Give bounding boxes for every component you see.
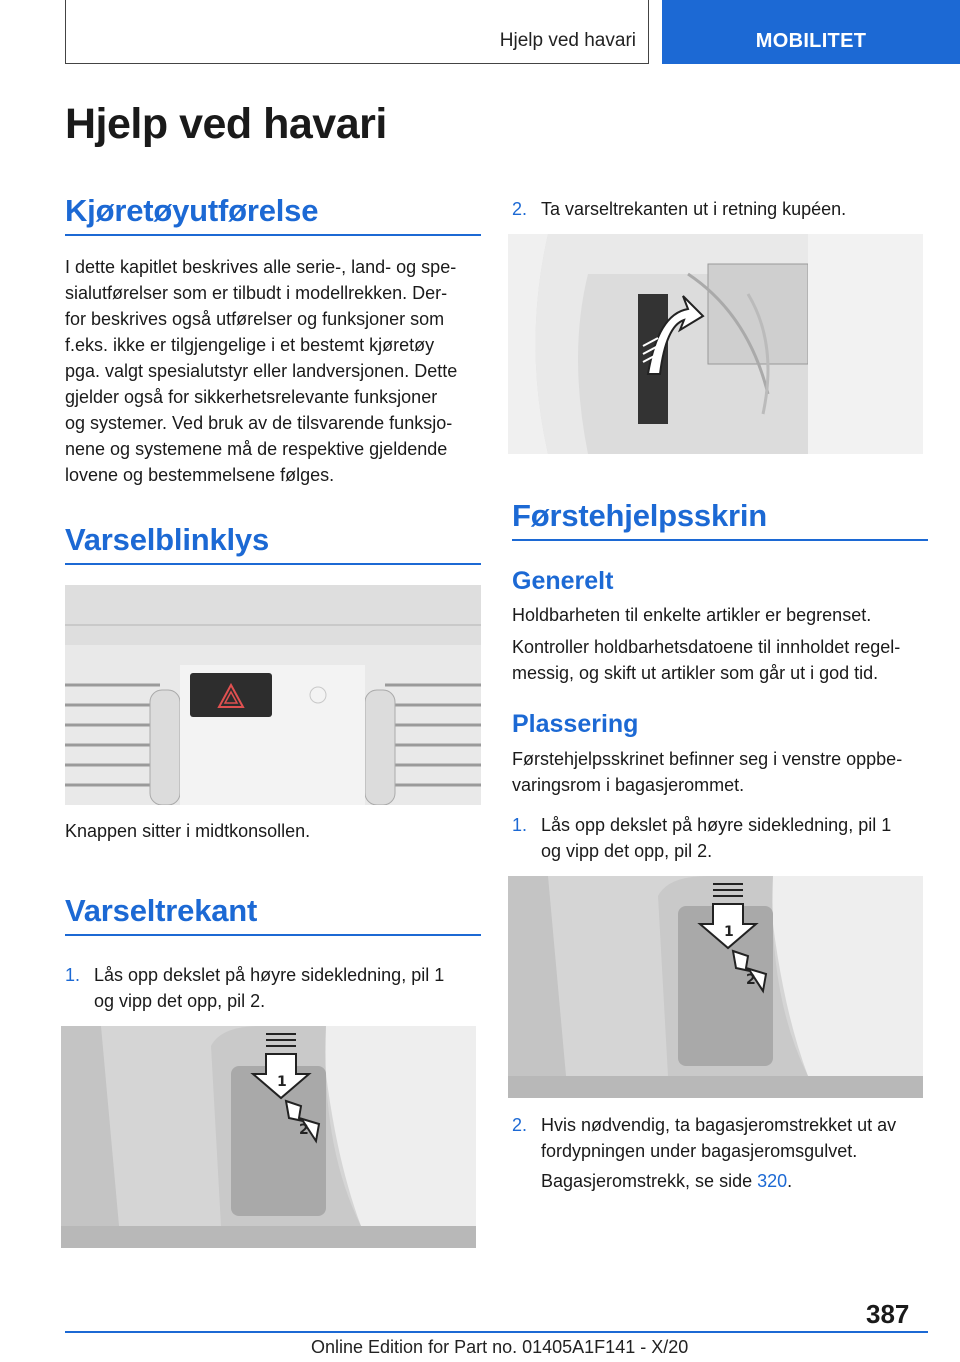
triangle-removal-figure	[508, 234, 923, 454]
heading-rule	[65, 563, 481, 565]
trunk-cover-illustration	[508, 876, 923, 1098]
heading-hazard-lights: Varselblinklys	[65, 522, 269, 557]
svg-text:1: 1	[277, 1074, 287, 1090]
svg-text:2: 2	[299, 1122, 309, 1138]
heading-vehicle-version: Kjøretøyutførelse	[65, 193, 319, 228]
left-step-1	[65, 962, 485, 1014]
location-paragraph: Førstehjelpsskrinet befinner seg i venstre oppbe- varingsrom i bagasjerommet.	[512, 749, 903, 795]
footer-edition-text: Online Edition for Part no. 01405A1F141 - X/20	[311, 1337, 689, 1357]
general-paragraph-1: Holdbarheten til enkelte artikler er begrenset.	[512, 605, 872, 625]
step-text: Hvis nødvendig, ta bagasjeromstrekket ut av fordypningen under bagasjeromsgulvet.	[541, 1115, 897, 1161]
header-section-title: Hjelp ved havari	[499, 30, 636, 51]
luggage-net-reference: Bagasjeromstrekk, se side 320.	[541, 1171, 793, 1191]
step-number: 1.	[512, 815, 528, 835]
heading-general: Generelt	[512, 567, 614, 595]
step-number: 1.	[65, 965, 81, 985]
step-number: 2.	[512, 1115, 528, 1135]
trunk-cover-illustration	[61, 1026, 476, 1248]
footer-rule	[65, 1331, 928, 1333]
right-step-2-net	[512, 1112, 932, 1164]
header-frame	[65, 0, 649, 64]
vehicle-version-paragraph: I dette kapitlet beskrives alle serie-, land- og spe- sialutførelser som er tilbudt i modellrekken. Der- for beskrives også utførelser og funksjoner som f.eks. ikke er tilgjengelige i et bestemt kjøretøy pga. valgt spesialutstyr eller landversjonen. Dette gjelder også for sikkerhetsrelevante funksjoner og systemer. Ved bruk av de tilsvarende funksjo- nene og systemene må de respektive gjeldende lovene og bestemmelsene følges.	[65, 257, 458, 485]
heading-rule	[65, 934, 481, 936]
heading-warning-triangle: Varseltrekant	[65, 893, 258, 928]
svg-text:1: 1	[724, 924, 734, 940]
heading-rule	[512, 539, 928, 541]
page-reference-link[interactable]: 320	[757, 1171, 788, 1191]
heading-location: Plassering	[512, 710, 639, 738]
svg-text:2: 2	[746, 972, 756, 988]
heading-rule	[65, 234, 481, 236]
hazard-button-illustration	[65, 585, 481, 805]
page-title: Hjelp ved havari	[65, 100, 387, 148]
step-text: Lås opp dekslet på høyre sidekledning, pil 1 og vipp det opp, pil 2.	[94, 965, 445, 1011]
step-number: 2.	[512, 199, 528, 219]
trunk-cover-figure-right	[508, 876, 923, 1098]
page-number: 387	[866, 1299, 910, 1329]
trunk-cover-figure-left	[61, 1026, 476, 1248]
right-step-2-triangle	[512, 196, 932, 222]
step-text: Ta varseltrekanten ut i retning kupéen.	[541, 199, 847, 219]
header-chapter-tab[interactable]: MOBILITET	[662, 0, 960, 64]
hazard-caption: Knappen sitter i midtkonsollen.	[65, 821, 311, 841]
hazard-button-figure	[65, 585, 481, 805]
step-text: Lås opp dekslet på høyre sidekledning, pil 1 og vipp det opp, pil 2.	[541, 815, 892, 861]
heading-first-aid-kit: Førstehjelpsskrin	[512, 498, 768, 533]
general-paragraph-2: Kontroller holdbarhetsdatoene til innholdet regel- messig, og skift ut artikler som går ut i god tid.	[512, 637, 901, 683]
right-step-1	[512, 812, 932, 864]
triangle-removal-illustration	[508, 234, 923, 454]
